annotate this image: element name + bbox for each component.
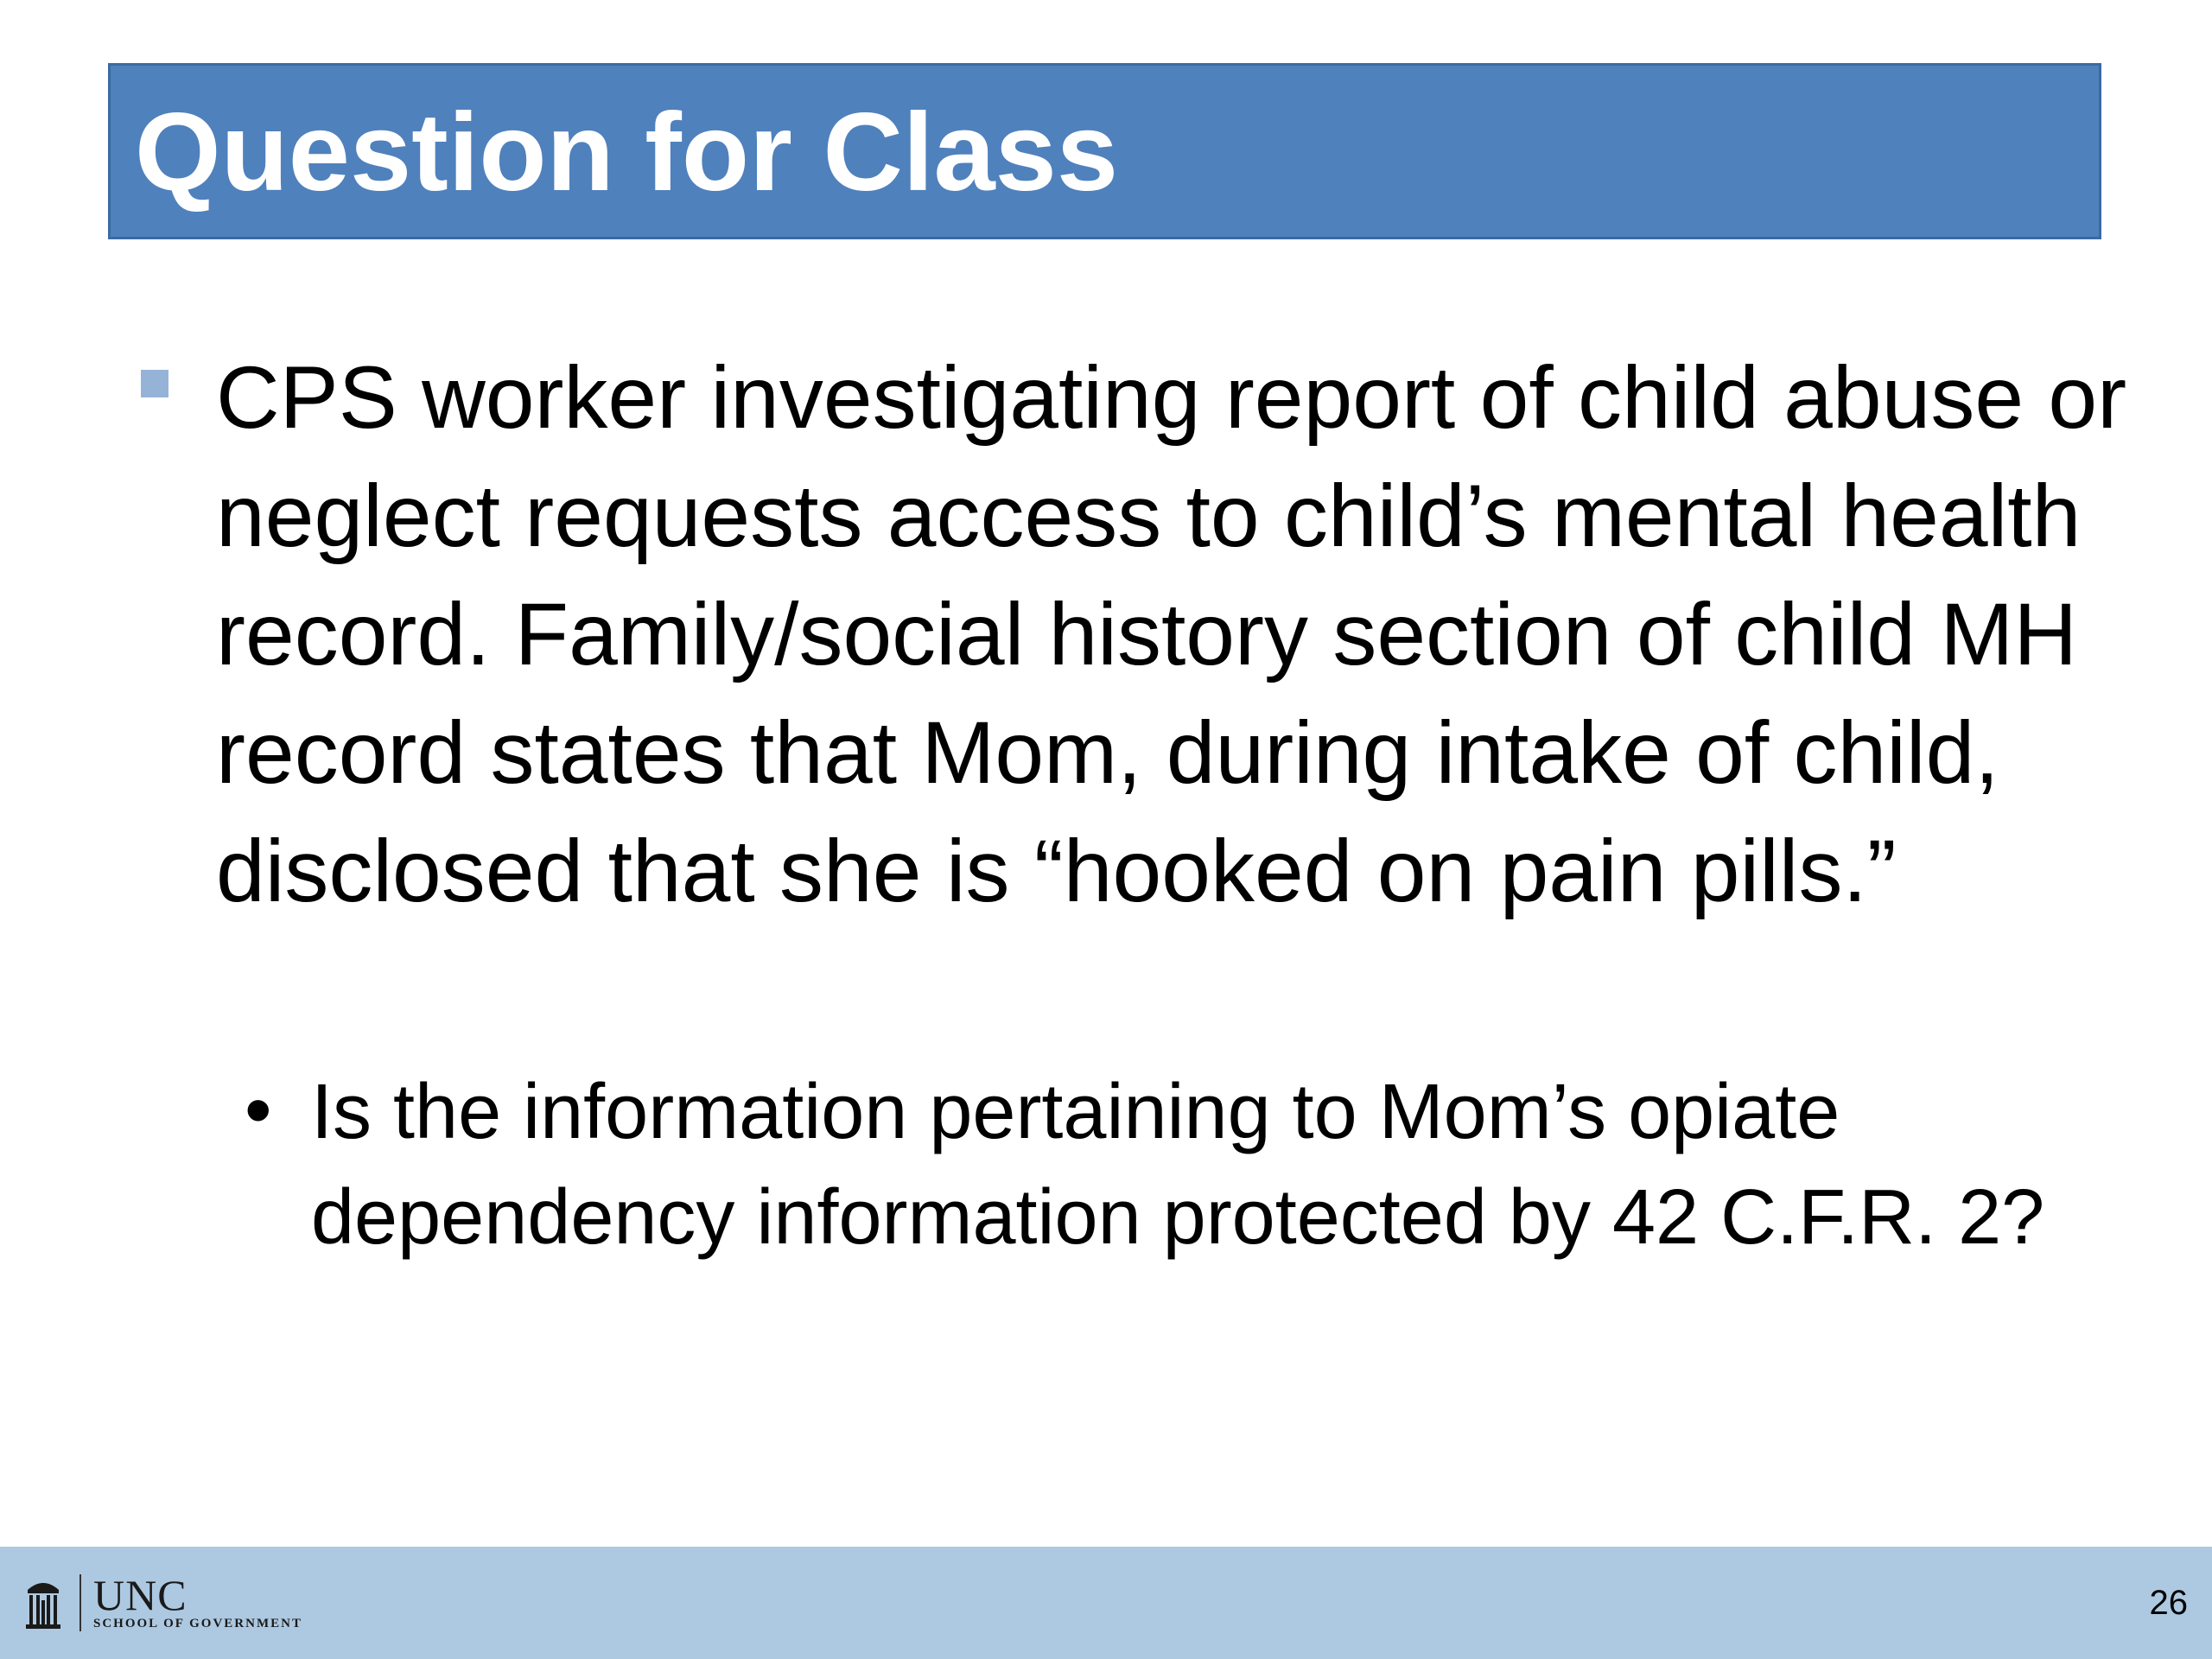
old-well-icon [24, 1574, 62, 1631]
sub-bullet-text: Is the information pertaining to Mom’s opiate dependency information protected by 42 C.F.R. 2? [311, 1069, 2045, 1261]
slide-title: Question for Class [135, 91, 1118, 214]
logo-wordmark [93, 1571, 302, 1631]
square-bullet-icon [141, 370, 168, 397]
page-number: 26 [2149, 1584, 2188, 1622]
main-bullet-text: CPS worker investigating report of child abuse or neglect requests access to child’s mental health record. Family/social history section of child MH record states that Mom, during intake of child, disclosed that she is “hooked on pain pills.” [216, 348, 2127, 920]
slide-title-bar [108, 63, 2101, 239]
unc-logo [24, 1573, 302, 1633]
logo-divider [79, 1574, 81, 1631]
sub-bullet-marker: • [245, 1067, 272, 1154]
slide-footer [0, 1547, 2212, 1659]
logo-subtitle-text: SCHOOL OF GOVERNMENT [93, 1617, 302, 1630]
logo-unc-text: UNC [93, 1571, 188, 1619]
